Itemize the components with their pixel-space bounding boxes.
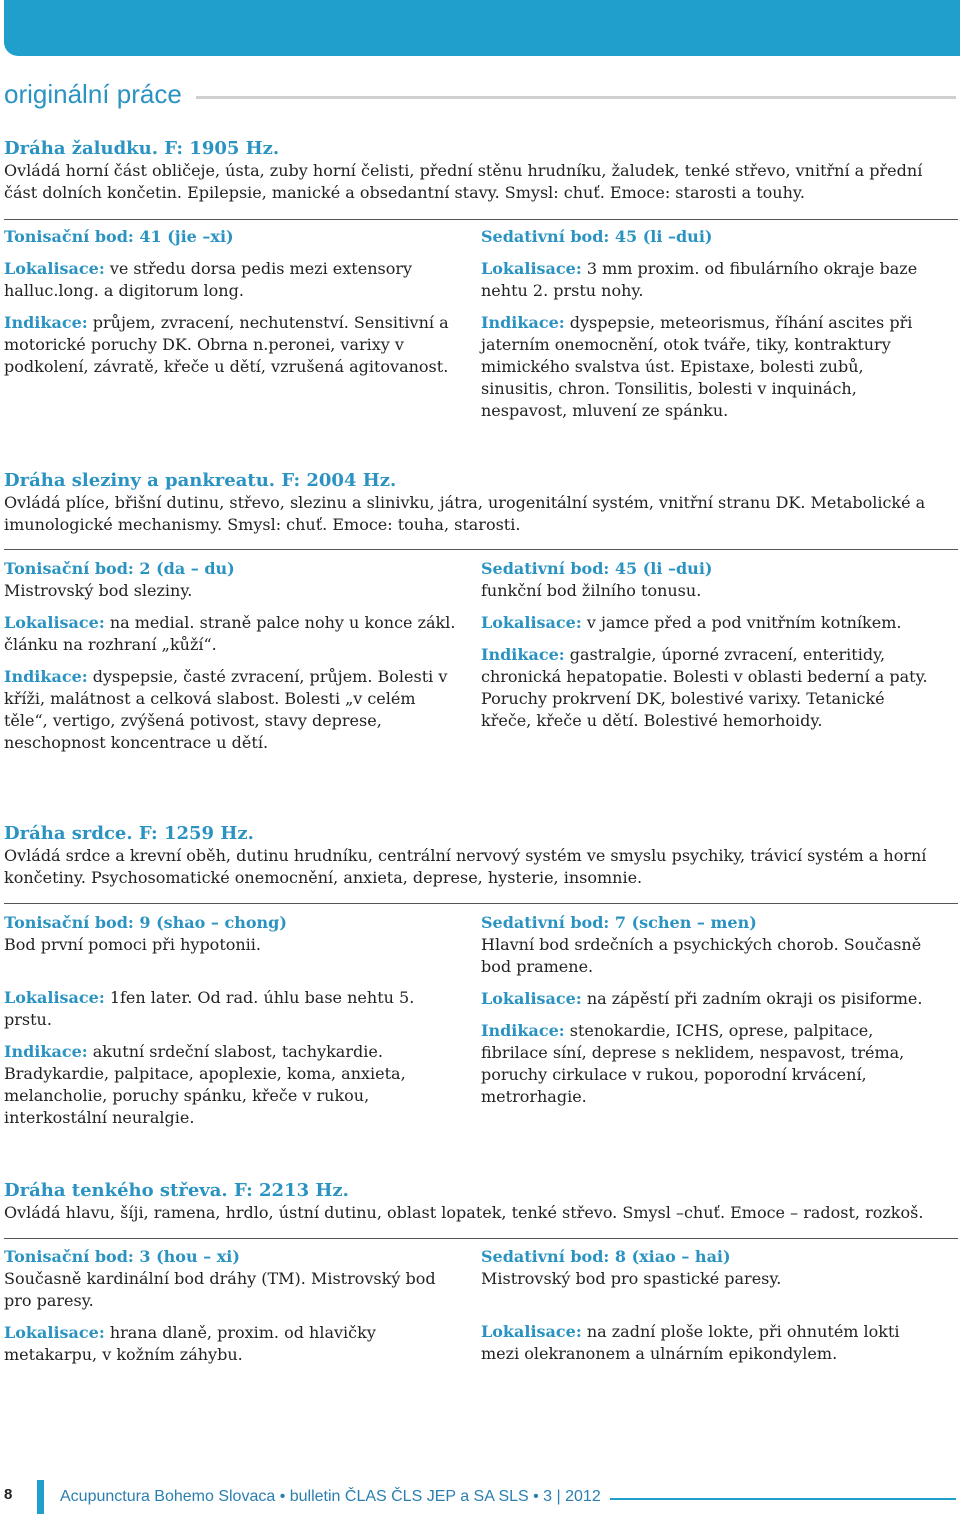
localisation-text: Lokalisace: na zadní ploše lokte, při ohnutém lokti mezi olekranonem a ulnárním epikondylem. (481, 1322, 900, 1363)
sedation-heading: Sedativní bod: 8 (xiao – hai) (481, 1247, 731, 1266)
indication-text: Indikace: průjem, zvracení, nechutenství. Sensitivní a motorické poruchy DK. Obrna n.peronei, varixy v podkolení, závratě, křeče u dětí, vzrušená agitovanost. (4, 313, 449, 376)
sedation-column (481, 558, 936, 742)
point-note: Hlavní bod srdečních a psychických chorob. Současně bod pramene. (481, 935, 922, 976)
section-stomach (4, 138, 958, 204)
sedation-heading: Sedativní bod: 45 (li –dui) (481, 227, 713, 246)
sedation-column (481, 226, 936, 432)
point-note: Současně kardinální bod dráhy (TM). Mistrovský bod pro paresy. (4, 1269, 436, 1310)
section-description: Ovládá hlavu, šíji, ramena, hrdlo, ústní dutinu, oblast lopatek, tenké střevo. Smysl –chuť. Emoce – radost, rozkoš. (4, 1203, 924, 1222)
indication-text: Indikace: akutní srdeční slabost, tachykardie. Bradykardie, palpitace, apoplexie, koma, anxieta, melancholie, poruchy spánku, křeče v rukou, interkostální neuralgie. (4, 1042, 406, 1127)
sedation-heading: Sedativní bod: 7 (schen – men) (481, 913, 757, 932)
point-note: Mistrovský bod pro spastické paresy. (481, 1269, 782, 1288)
section-rule (4, 903, 958, 904)
localisation-text: Lokalisace: na zápěstí při zadním okraji os pisiforme. (481, 989, 923, 1008)
indication-text: Indikace: dyspepsie, časté zvracení, průjem. Bolesti v kříži, malátnost a celková slabost. Bolesti „v celém těle“, vertigo, zvýšená potivost, stavy deprese, neschopnost koncentrace u dětí. (4, 667, 448, 752)
localisation-text: Lokalisace: v jamce před a pod vnitřním kotníkem. (481, 613, 902, 632)
footer-rule (610, 1498, 956, 1500)
tonisation-heading: Tonisační bod: 3 (hou – xi) (4, 1247, 240, 1266)
tonisation-heading: Tonisační bod: 41 (jie –xi) (4, 227, 234, 246)
point-note: funkční bod žilního tonusu. (481, 581, 702, 600)
section-rule (4, 219, 958, 220)
page-footer (0, 1478, 960, 1518)
section-title: Dráha sleziny a pankreatu. F: 2004 Hz. (4, 470, 397, 491)
localisation-text: Lokalisace: 1fen later. Od rad. úhlu base nehtu 5. prstu. (4, 988, 415, 1029)
point-note: Bod první pomoci při hypotonii. (4, 935, 261, 954)
tonisation-heading: Tonisační bod: 9 (shao – chong) (4, 913, 287, 932)
section-heart (4, 823, 958, 889)
localisation-text: Lokalisace: na medial. straně palce nohy u konce zákl. článku na rozhraní „kůží“. (4, 613, 456, 654)
section-small-intestine (4, 1180, 958, 1224)
section-title: Dráha srdce. F: 1259 Hz. (4, 823, 254, 844)
section-rule (4, 1238, 958, 1239)
sedation-heading: Sedativní bod: 45 (li –dui) (481, 559, 713, 578)
localisation-text: Lokalisace: 3 mm proxim. od fibulárního okraje baze nehtu 2. prstu nohy. (481, 259, 918, 300)
sedation-column (481, 912, 936, 1118)
section-title: Dráha tenkého střeva. F: 2213 Hz. (4, 1180, 349, 1201)
point-note: Mistrovský bod sleziny. (4, 581, 193, 600)
section-spleen (4, 470, 958, 536)
localisation-text: Lokalisace: hrana dlaně, proxim. od hlavičky metakarpu, v kožním záhybu. (4, 1323, 376, 1364)
journal-info: Acupunctura Bohemo Slovaca • bulletin ČLAS ČLS JEP a SA SLS • 3 | 2012 (60, 1488, 601, 1505)
indication-text: Indikace: gastralgie, úporné zvracení, enteritidy, chronická hepatopatie. Bolesti v oblasti bederní a paty. Poruchy prokrvení DK, bolestivé varixy. Tetanické křeče, křeče u dětí. Bolestivé hemorhoidy. (481, 645, 928, 730)
indication-text: Indikace: dyspepsie, meteorismus, říhání ascites při jaterním onemocnění, otok tváře, tiky, kontraktury mimického svalstva úst. Epistaxe, bolesti zubů, sinusitis, chron. Tonsilitis, bolesti v inquinách, nespavost, mluvení ze spánku. (481, 313, 913, 420)
tonisation-heading: Tonisační bod: 2 (da – du) (4, 559, 235, 578)
footer-accent-bar (37, 1480, 44, 1514)
tonisation-column (4, 558, 459, 764)
localisation-text: Lokalisace: ve středu dorsa pedis mezi extensory halluc.long. a digitorum long. (4, 259, 413, 300)
page-header (4, 76, 956, 112)
section-description: Ovládá horní část obličeje, ústa, zuby horní čelisti, přední stěnu hrudníku, žaludek, tenké střevo, vnitřní a přední část dolních končetin. Epilepsie, manické a obsedantní stavy. Smysl: chuť. Emoce: starosti a touhy. (4, 161, 923, 202)
page-number: 8 (4, 1486, 13, 1503)
tonisation-column (4, 912, 459, 1139)
section-description: Ovládá plíce, břišní dutinu, střevo, slezinu a slinivku, játra, urogenitální systém, vnitřní stranu DK. Metabolické a imunologické mechanismy. Smysl: chuť. Emoce: touha, starosti. (4, 493, 926, 534)
section-description: Ovládá srdce a krevní oběh, dutinu hrudníku, centrální nervový systém ve smyslu psychiky, trávicí systém a horní končetiny. Psychosomatické onemocnění, anxieta, deprese, hysterie, insomnie. (4, 846, 927, 887)
page-title: originální práce (4, 78, 182, 109)
header-rule (196, 96, 956, 99)
section-rule (4, 549, 958, 550)
top-color-band (4, 0, 960, 56)
tonisation-column (4, 226, 459, 388)
section-title: Dráha žaludku. F: 1905 Hz. (4, 138, 280, 159)
indication-text: Indikace: stenokardie, ICHS, oprese, palpitace, fibrilace síní, deprese s neklidem, nespavost, tréma, poruchy cirkulace v rukou, poporodní krvácení, metrorhagie. (481, 1021, 905, 1106)
sedation-column (481, 1246, 936, 1375)
tonisation-column (4, 1246, 459, 1376)
